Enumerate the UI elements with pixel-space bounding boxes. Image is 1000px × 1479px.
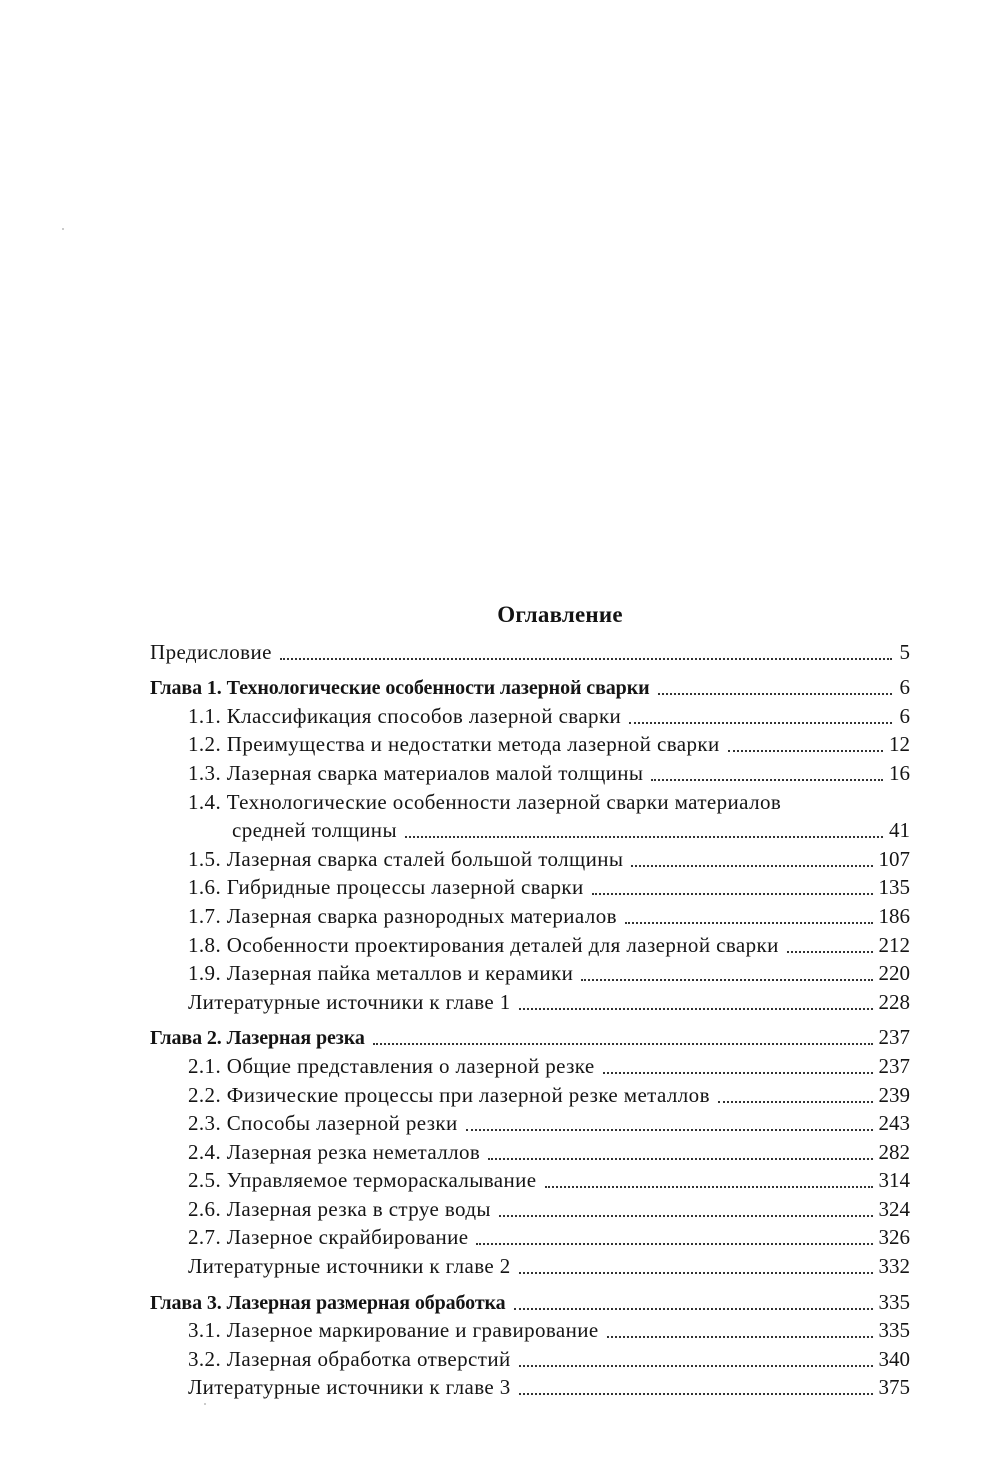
section-label: 1.7. Лазерная сварка разнородных материалов (188, 903, 617, 928)
dot-leader (519, 1351, 873, 1367)
section-label: 1.8. Особенности проектирования деталей для лазерной сварки (188, 932, 779, 957)
toc-section-2-4[interactable] (150, 1136, 910, 1165)
toc-section-1-8[interactable] (150, 929, 910, 958)
section-label: 1.5. Лазерная сварка сталей большой толщины (188, 846, 624, 871)
dot-leader (280, 644, 892, 660)
toc-section-2-2[interactable] (150, 1079, 910, 1108)
page-number: 6 (899, 703, 910, 728)
dot-leader (629, 708, 892, 724)
dot-leader (514, 1294, 873, 1310)
page-number: 314 (878, 1168, 910, 1193)
page-number: 335 (878, 1318, 910, 1343)
page-number: 5 (899, 639, 910, 664)
section-label: 2.6. Лазерная резка в струе воды (188, 1196, 491, 1221)
page-number: 340 (878, 1346, 910, 1371)
scan-speck (62, 228, 64, 230)
dot-leader (607, 1322, 873, 1338)
section-label: 3.1. Лазерное маркирование и гравирование (188, 1318, 599, 1343)
toc-references-3[interactable] (150, 1372, 910, 1401)
toc-section-2-5[interactable] (150, 1165, 910, 1194)
toc-references-2[interactable] (150, 1250, 910, 1279)
toc-section-1-1[interactable] (150, 700, 910, 729)
dot-leader (787, 937, 873, 953)
dot-leader (373, 1029, 873, 1045)
dot-leader (405, 822, 883, 838)
toc-entry-preface[interactable] (150, 636, 910, 665)
dot-leader (631, 851, 872, 867)
page-number: 237 (878, 1025, 910, 1050)
dot-leader (476, 1229, 872, 1245)
toc-chapter-3[interactable] (150, 1286, 910, 1315)
section-label: 1.6. Гибридные процессы лазерной сварки (188, 875, 584, 900)
scan-speck (204, 1403, 206, 1405)
page-number: 135 (878, 875, 910, 900)
entry-label: Предисловие (150, 639, 272, 664)
toc-section-1-5[interactable] (150, 843, 910, 872)
toc-title: Оглавление (497, 602, 623, 627)
page-number: 212 (878, 932, 910, 957)
section-label: 1.4. Технологические особенности лазерной сварки материалов (188, 789, 782, 814)
dot-leader (658, 679, 892, 695)
page-number: 107 (878, 846, 910, 871)
dot-leader (545, 1172, 873, 1188)
page-number: 228 (878, 989, 910, 1014)
toc-section-1-4-continuation[interactable] (150, 815, 910, 844)
page-number: 186 (878, 903, 910, 928)
toc-section-1-6[interactable] (150, 872, 910, 901)
dot-leader (488, 1144, 872, 1160)
dot-leader (519, 1379, 873, 1395)
section-label: Литературные источники к главе 2 (188, 1254, 511, 1279)
dot-leader (519, 994, 873, 1010)
chapter-label: Глава 1. Технологические особенности лазерной сварки (150, 677, 650, 700)
section-label: 1.2. Преимущества и недостатки метода лазерной сварки (188, 732, 720, 757)
section-label: 2.5. Управляемое термораскалывание (188, 1168, 537, 1193)
toc-section-2-3[interactable] (150, 1108, 910, 1137)
dot-leader (581, 965, 872, 981)
toc-section-3-2[interactable] (150, 1343, 910, 1372)
page-number: 282 (878, 1139, 910, 1164)
section-label: 2.4. Лазерная резка неметаллов (188, 1139, 481, 1164)
page-number: 220 (878, 961, 910, 986)
page-number: 335 (878, 1289, 910, 1314)
dot-leader (728, 736, 883, 752)
page-number: 16 (889, 760, 910, 785)
toc-section-1-9[interactable] (150, 958, 910, 987)
toc-section-1-4[interactable] (150, 786, 910, 815)
toc-references-1[interactable] (150, 986, 910, 1015)
page-number: 41 (889, 818, 910, 843)
page-number: 332 (878, 1254, 910, 1279)
dot-leader (603, 1058, 873, 1074)
dot-leader (592, 879, 873, 895)
section-label: 1.1. Классификация способов лазерной сварки (188, 703, 622, 728)
section-label: 2.1. Общие представления о лазерной резке (188, 1053, 595, 1078)
toc-section-2-7[interactable] (150, 1222, 910, 1251)
toc-chapter-1[interactable] (150, 672, 910, 701)
section-label: 2.3. Способы лазерной резки (188, 1111, 458, 1136)
section-label: Литературные источники к главе 3 (188, 1375, 511, 1400)
section-label: 1.3. Лазерная сварка материалов малой толщины (188, 760, 644, 785)
toc-section-2-6[interactable] (150, 1193, 910, 1222)
page-number: 243 (878, 1111, 910, 1136)
toc-section-2-1[interactable] (150, 1050, 910, 1079)
toc-chapter-2[interactable] (150, 1022, 910, 1051)
table-of-contents (150, 598, 910, 1400)
page-number: 375 (878, 1375, 910, 1400)
page-number: 6 (899, 675, 910, 700)
section-label: 2.7. Лазерное скрайбирование (188, 1225, 469, 1250)
dot-leader (625, 908, 873, 924)
page-number: 237 (878, 1053, 910, 1078)
dot-leader (499, 1201, 873, 1217)
toc-section-1-3[interactable] (150, 757, 910, 786)
chapter-label: Глава 3. Лазерная размерная обработка (150, 1291, 506, 1314)
section-label: Литературные источники к главе 1 (188, 989, 511, 1014)
section-label: 1.9. Лазерная пайка металлов и керамики (188, 961, 574, 986)
section-label: 2.2. Физические процессы при лазерной резке металлов (188, 1082, 710, 1107)
toc-section-1-2[interactable] (150, 729, 910, 758)
page-number: 12 (889, 732, 910, 757)
section-label: 3.2. Лазерная обработка отверстий (188, 1346, 511, 1371)
page-number: 326 (878, 1225, 910, 1250)
section-label-continuation: средней толщины (232, 818, 397, 843)
page-number: 239 (878, 1082, 910, 1107)
toc-section-1-7[interactable] (150, 900, 910, 929)
dot-leader (466, 1115, 873, 1131)
chapter-label: Глава 2. Лазерная резка (150, 1027, 365, 1050)
dot-leader (651, 765, 883, 781)
page-number: 324 (878, 1196, 910, 1221)
dot-leader (519, 1258, 873, 1274)
toc-section-3-1[interactable] (150, 1315, 910, 1344)
dot-leader (718, 1087, 873, 1103)
